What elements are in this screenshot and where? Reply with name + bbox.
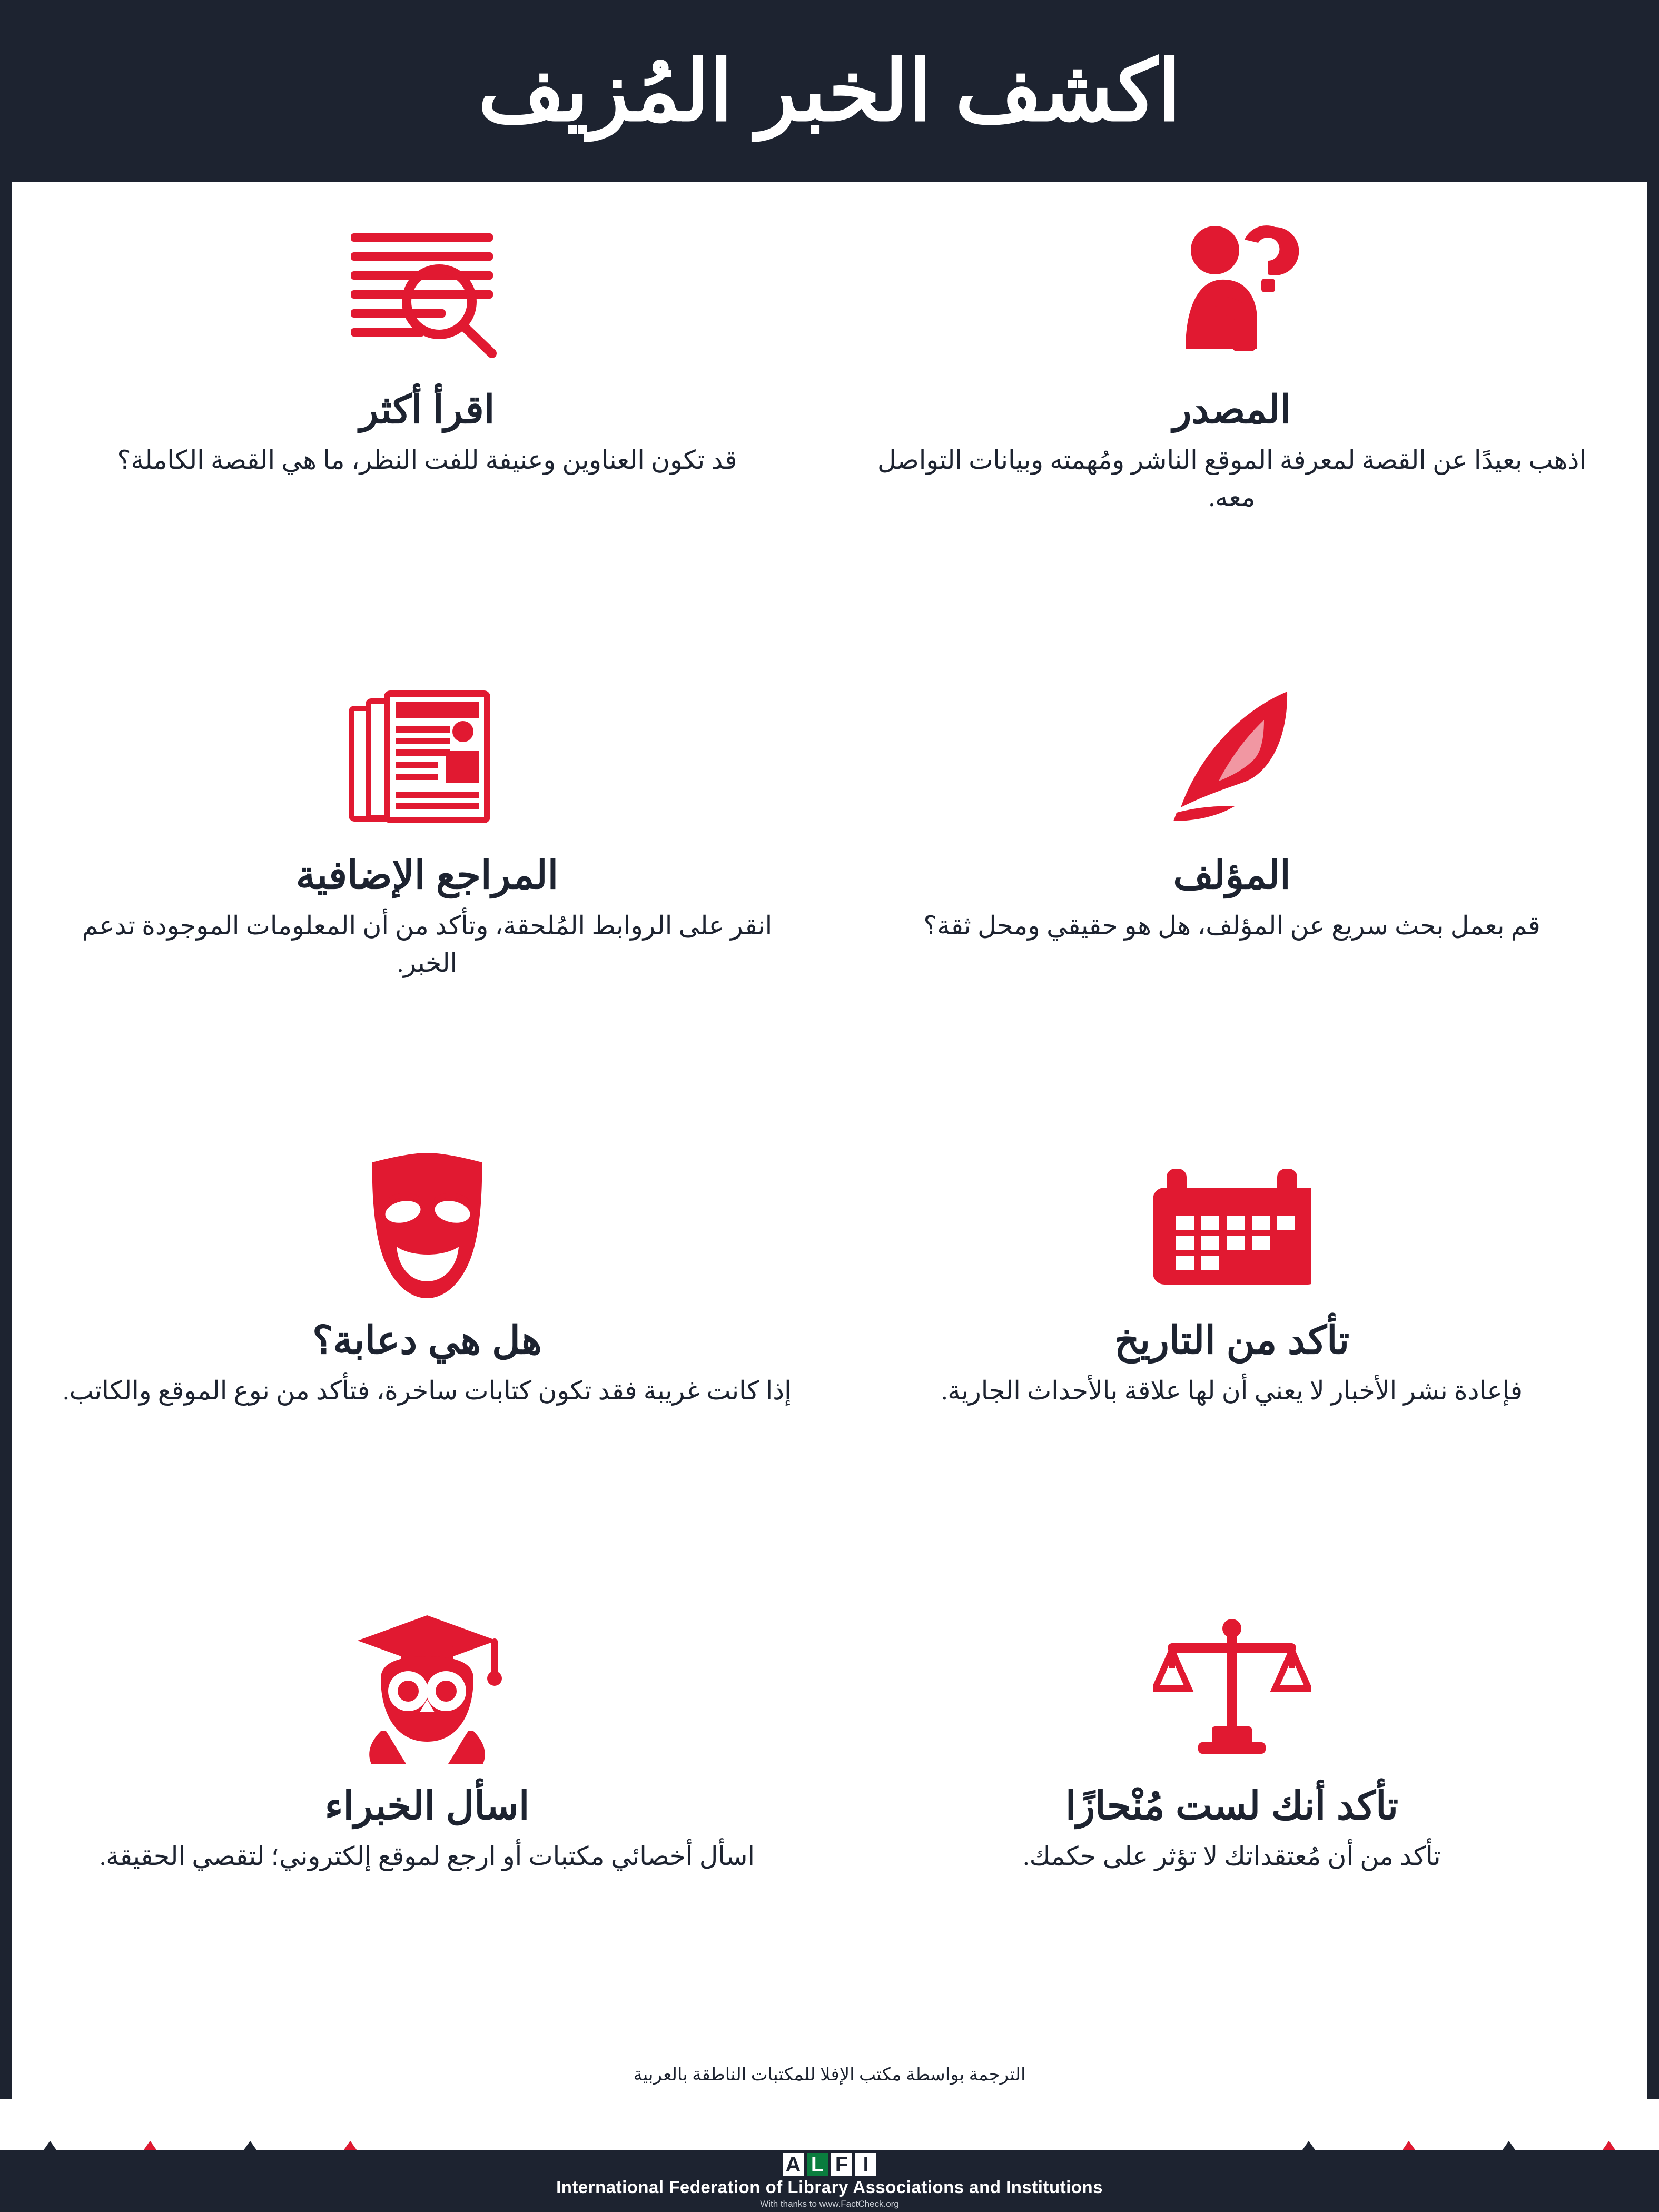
page-title: اكشف الخبر المُزيف [478, 43, 1181, 138]
tip-text: قد تكون العناوين وعنيفة للفت النظر، ما هي القصة الكاملة؟ [117, 446, 737, 475]
ifla-letter-l: L [807, 2153, 828, 2176]
tip-text: انقر على الروابط المُلحقة، وتأكد من أن المعلومات الموجودة تدعم الخبر. [82, 911, 773, 977]
ifla-letter-f: F [831, 2153, 852, 2176]
calendar-icon [1153, 1138, 1311, 1311]
person-question-icon [1153, 207, 1311, 381]
ifla-letter-a: A [783, 2153, 804, 2176]
tip-card-author [837, 663, 1626, 1129]
ifla-letter-i: I [855, 2153, 876, 2176]
tip-text: قم بعمل بحث سريع عن المؤلف، هل هو حقيقي ومحل ثقة؟ [923, 911, 1540, 940]
tip-title: تأكد أنك لست مُنْحازًا [1065, 1783, 1399, 1828]
tip-text: اسأل أخصائي مكتبات أو ارجع لموقع إلكتروني؛ لتقصي الحقيقة. [100, 1841, 755, 1871]
tip-title: اقرأ أكثر [359, 388, 495, 431]
theater-mask-icon [348, 1138, 506, 1311]
tip-title: المراجع الإضافية [295, 853, 559, 897]
translation-credit-text: الترجمة بواسطة مكتب الإفلا للمكتبات الناطقة بالعربية [633, 2065, 1026, 2085]
tip-title: اسأل الخبراء [324, 1783, 530, 1828]
tip-card-ask-the-experts [33, 1594, 822, 2059]
poster-header [0, 0, 1659, 182]
tip-card-is-it-a-joke [33, 1128, 822, 1594]
quill-pen-icon [1156, 673, 1308, 846]
tip-card-check-your-biases [837, 1594, 1626, 2059]
tip-text: اذهب بعيدًا عن القصة لمعرفة الموقع الناشر ومُهمته وبيانات التواصل معه. [877, 446, 1586, 512]
thanks-note: With thanks to www.FactCheck.org [760, 2198, 899, 2209]
poster-footer [0, 2099, 1659, 2212]
tip-card-source [837, 197, 1626, 663]
tip-card-supporting-sources [33, 663, 822, 1129]
footer-brand [0, 2150, 1659, 2212]
translation-credit [12, 2059, 1647, 2099]
tip-title: المصدر [1172, 388, 1291, 431]
document-magnifier-icon [340, 207, 514, 381]
tip-card-check-date [837, 1128, 1626, 1594]
tip-text: تأكد من أن مُعتقداتك لا تؤثر على حكمك. [1023, 1841, 1441, 1871]
ifla-logo [783, 2153, 876, 2176]
tips-grid [12, 182, 1647, 2059]
tip-card-read-more [33, 197, 822, 663]
scales-balance-icon [1153, 1603, 1311, 1777]
tip-title: المؤلف [1173, 853, 1291, 897]
tip-text: فإعادة نشر الأخبار لا يعني أن لها علاقة بالأحداث الجارية. [941, 1376, 1523, 1406]
owl-graduate-icon [348, 1603, 506, 1777]
tip-title: هل هي دعابة؟ [312, 1318, 542, 1362]
poster-body [12, 182, 1647, 2099]
tip-title: تأكد من التاريخ [1114, 1318, 1350, 1362]
tip-text: إذا كانت غريبة فقد تكون كتابات ساخرة، فتأكد من نوع الموقع والكاتب. [63, 1376, 792, 1406]
organization-name: International Federation of Library Associations and Institutions [556, 2177, 1103, 2197]
documents-stack-icon [343, 673, 511, 846]
